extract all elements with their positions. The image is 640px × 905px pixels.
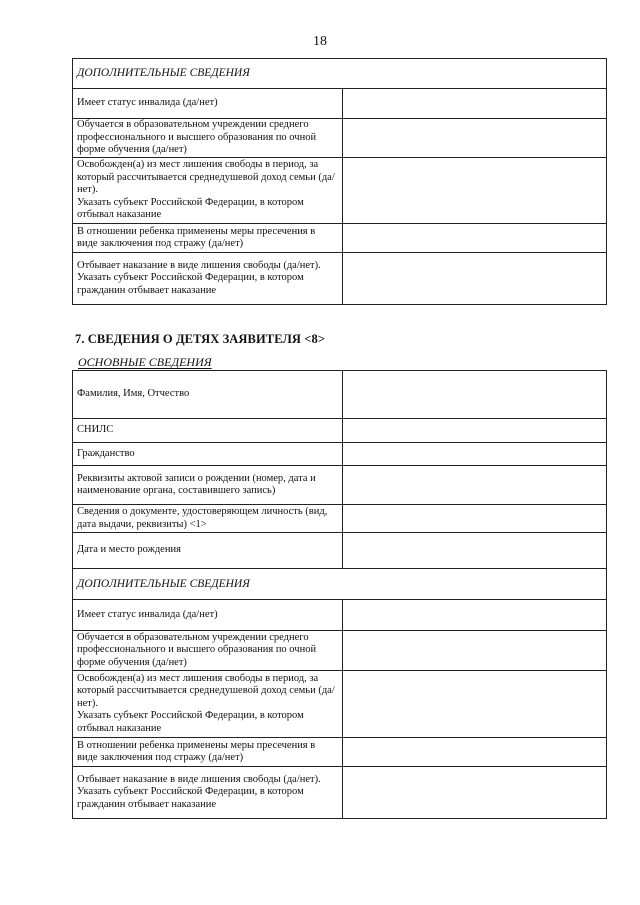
row-label: Освобожден(а) из мест лишения свободы в период, за который рассчитывается среднедушевой доход семьи (да/нет). Указать субъект Российской Федерации, в котором отбывал наказание [73,158,343,224]
row-label: Дата и место рождения [73,533,343,569]
row-value-cell[interactable] [343,119,607,158]
children-info-table [72,370,607,819]
row-label: В отношении ребенка применены меры пресечения в виде заключения под стражу (да/нет) [73,224,343,253]
row-value-cell[interactable] [343,738,607,767]
row-value-cell[interactable] [343,89,607,119]
row-label: Обучается в образовательном учреждении среднего профессионального и высшего образования по очной форме обучения (да/нет) [73,119,343,158]
row-value-cell[interactable] [343,419,607,443]
row-label: Имеет статус инвалида (да/нет) [73,89,343,119]
row-value-cell[interactable] [343,253,607,305]
row-value-cell[interactable] [343,767,607,819]
table-header: ДОПОЛНИТЕЛЬНЫЕ СВЕДЕНИЯ [73,59,607,89]
page-number: 18 [313,34,327,49]
row-value-cell[interactable] [343,466,607,505]
row-label: Имеет статус инвалида (да/нет) [73,600,343,631]
table-header: ДОПОЛНИТЕЛЬНЫЕ СВЕДЕНИЯ [73,569,607,600]
row-value-cell[interactable] [343,631,607,671]
row-label: Гражданство [73,443,343,466]
row-value-cell[interactable] [343,671,607,738]
row-value-cell[interactable] [343,443,607,466]
row-value-cell[interactable] [343,533,607,569]
row-label: СНИЛС [73,419,343,443]
section-subtitle: ОСНОВНЫЕ СВЕДЕНИЯ [78,355,212,369]
section-title: 7. СВЕДЕНИЯ О ДЕТЯХ ЗАЯВИТЕЛЯ <8> [75,332,326,346]
row-label: Фамилия, Имя, Отчество [73,371,343,419]
row-label: Реквизиты актовой записи о рождении (номер, дата и наименование органа, составившего запись) [73,466,343,505]
row-label: Отбывает наказание в виде лишения свободы (да/нет). Указать субъект Российской Федерации, в котором гражданин отбывает наказание [73,767,343,819]
row-value-cell[interactable] [343,371,607,419]
row-label: Отбывает наказание в виде лишения свободы (да/нет). Указать субъект Российской Федерации, в котором гражданин отбывает наказание [73,253,343,305]
row-value-cell[interactable] [343,600,607,631]
row-value-cell[interactable] [343,505,607,533]
row-label: Сведения о документе, удостоверяющем личность (вид, дата выдачи, реквизиты) <1> [73,505,343,533]
row-label: Освобожден(а) из мест лишения свободы в период, за который рассчитывается среднедушевой доход семьи (да/нет). Указать субъект Российской Федерации, в котором отбывал наказание [73,671,343,738]
row-value-cell[interactable] [343,224,607,253]
row-label: Обучается в образовательном учреждении среднего профессионального и высшего образования по очной форме обучения (да/нет) [73,631,343,671]
row-value-cell[interactable] [343,158,607,224]
row-label: В отношении ребенка применены меры пресечения в виде заключения под стражу (да/нет) [73,738,343,767]
additional-info-table [72,58,607,305]
